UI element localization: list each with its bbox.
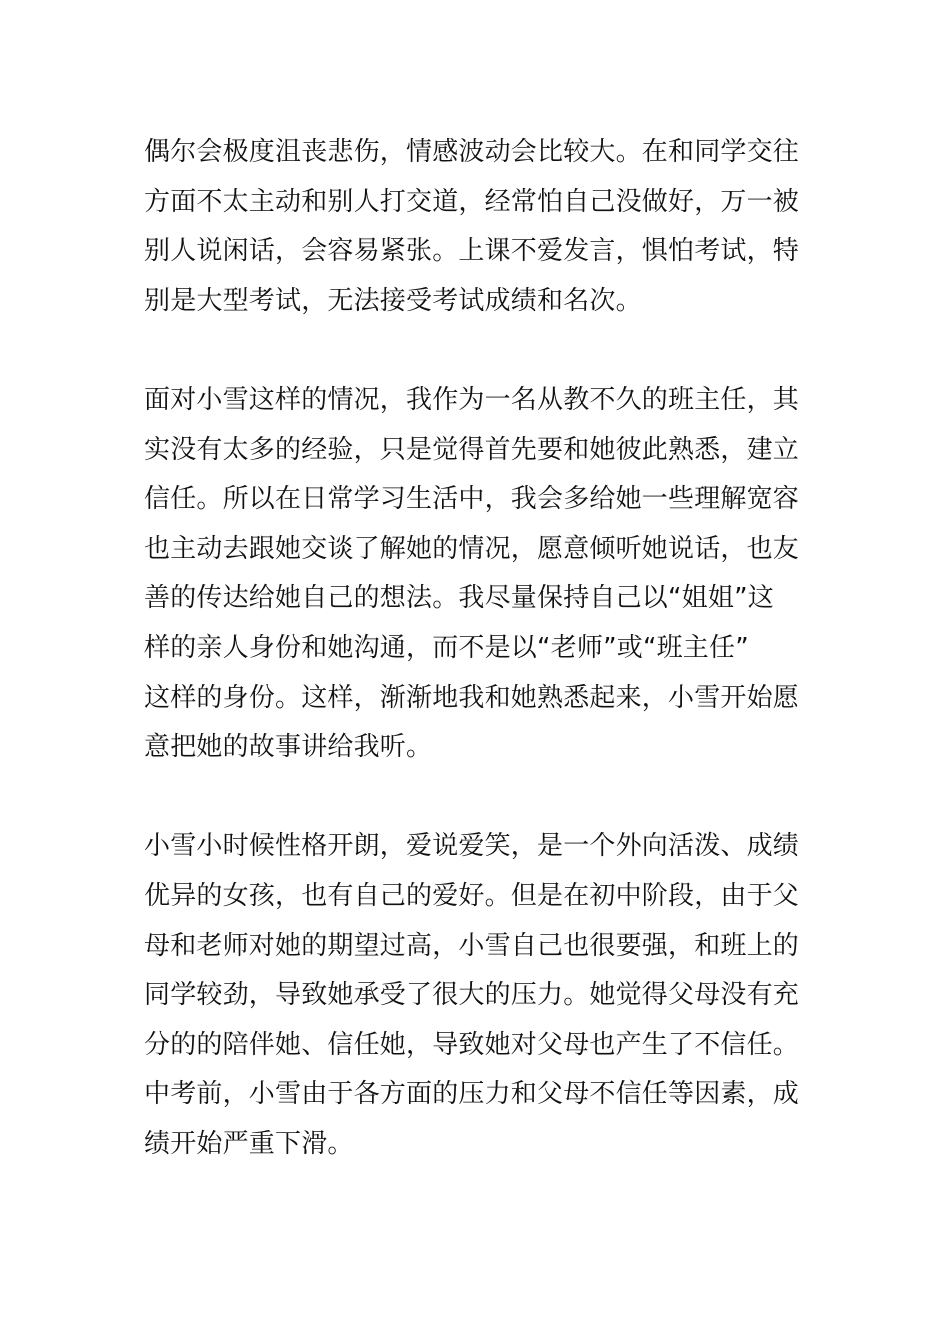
text-line: 母和老师对她的期望过高，小雪自己也很要强，和班上的 bbox=[144, 930, 800, 961]
text-line: 意把她的故事讲给我听。 bbox=[144, 732, 433, 763]
text-line: 小雪小时候性格开朗，爱说爱笑，是一个外向活泼、成绩 bbox=[144, 831, 800, 862]
paragraph-2 bbox=[144, 376, 814, 773]
text-line: 善的传达给她自己的想法。我尽量保持自己以“姐姐”这 bbox=[144, 583, 774, 614]
text-line: 同学较劲，导致她承受了很大的压力。她觉得父母没有充 bbox=[144, 980, 800, 1011]
text-line: 优异的女孩，也有自己的爱好。但是在初中阶段，由于父 bbox=[144, 880, 800, 911]
text-line: 信任。所以在日常学习生活中，我会多给她一些理解宽容 bbox=[144, 484, 800, 515]
document-body bbox=[144, 128, 814, 1169]
text-line: 面对小雪这样的情况，我作为一名从教不久的班主任，其 bbox=[144, 384, 800, 415]
text-line: 偶尔会极度沮丧悲伤，情感波动会比较大。在和同学交往 bbox=[144, 137, 800, 167]
text-line: 分的的陪伴她、信任她，导致她对父母也产生了不信任。 bbox=[144, 1029, 800, 1060]
paragraph-1 bbox=[144, 128, 814, 326]
text-line: 中考前，小雪由于各方面的压力和父母不信任等因素，成 bbox=[144, 1079, 800, 1110]
text-line: 实没有太多的经验，只是觉得首先要和她彼此熟悉，建立 bbox=[144, 434, 800, 465]
text-line: 绩开始严重下滑。 bbox=[144, 1128, 354, 1159]
text-line: 方面不太主动和别人打交道，经常怕自己没做好，万一被 bbox=[144, 186, 800, 217]
text-line: 样的亲人身份和她沟通，而不是以“老师”或“班主任” bbox=[144, 632, 749, 663]
text-line: 别人说闲话，会容易紧张。上课不爱发言，惧怕考试，特 bbox=[144, 236, 800, 267]
text-line: 别是大型考试，无法接受考试成绩和名次。 bbox=[144, 285, 642, 316]
text-line: 也主动去跟她交谈了解她的情况，愿意倾听她说话，也友 bbox=[144, 533, 800, 564]
paragraph-3 bbox=[144, 822, 814, 1169]
text-line: 这样的身份。这样，渐渐地我和她熟悉起来，小雪开始愿 bbox=[144, 682, 800, 713]
